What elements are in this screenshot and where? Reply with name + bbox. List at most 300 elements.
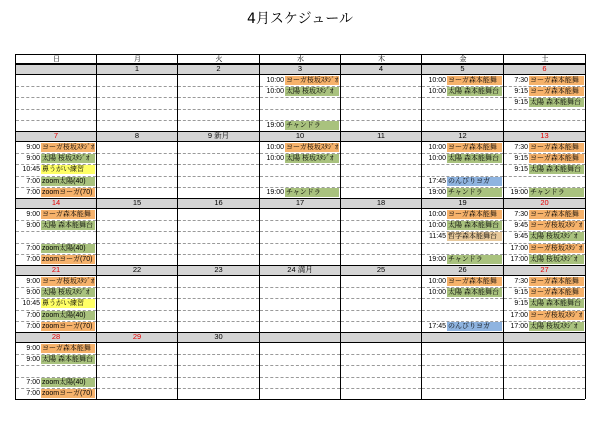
event-item[interactable] (16, 378, 95, 387)
slot-divider (178, 365, 259, 366)
event-time: 10:00 (266, 144, 284, 151)
day-number: 7 (15, 131, 96, 142)
event-item[interactable] (16, 154, 95, 163)
slot-divider (341, 120, 421, 121)
event-time: 10:00 (428, 289, 446, 297)
event-item[interactable] (16, 165, 95, 174)
day-number: 15 (96, 198, 177, 209)
slot-divider (178, 310, 259, 311)
event-name: zoomヨーガ(70) (41, 389, 95, 398)
event-time: 7:30 (514, 77, 528, 84)
event-item[interactable] (504, 87, 584, 96)
event-item[interactable] (504, 244, 584, 253)
slot-divider (178, 120, 259, 121)
event-name: のんびりヨガ (447, 322, 502, 331)
day-number: 26 (421, 265, 503, 276)
event-item[interactable] (16, 177, 95, 186)
event-time: 7:30 (514, 211, 528, 218)
grid-hline (15, 198, 585, 199)
event-time: 7:30 (514, 144, 528, 151)
slot-divider (178, 97, 259, 98)
event-name: 太陽 森本能舞台 (529, 98, 584, 107)
event-item[interactable] (260, 154, 339, 163)
slot-divider (341, 164, 421, 165)
event-name: zoomヨーガ(70) (41, 188, 95, 197)
event-time: 10:45 (22, 300, 40, 308)
event-time: 9:00 (26, 345, 40, 352)
event-time: 11:45 (429, 233, 446, 241)
event-time: 9:15 (514, 166, 528, 174)
slot-divider (341, 97, 421, 98)
slot-divider (260, 298, 340, 299)
event-item[interactable] (504, 255, 584, 264)
event-item[interactable] (16, 288, 95, 297)
slot-divider (178, 298, 259, 299)
event-name: 太陽 桜坂ｽﾀｼﾞｵ (41, 288, 95, 297)
event-time: 9:45 (514, 233, 528, 241)
slot-divider (422, 388, 503, 389)
event-item[interactable] (16, 344, 95, 353)
event-name: ヨーガ桜坂ｽﾀｼﾞｵ (530, 244, 583, 252)
event-item[interactable] (504, 277, 584, 286)
slot-divider (260, 287, 340, 288)
event-name: 太陽 桜坂ｽﾀｼﾞｵ (529, 232, 584, 241)
weekday-header: 月 (96, 54, 178, 64)
slot-divider (341, 287, 421, 288)
event-name: ヨーガ桜坂ｽﾀｼﾞｵ (42, 278, 95, 285)
event-item[interactable] (422, 288, 502, 297)
event-item[interactable] (422, 154, 502, 163)
event-item[interactable] (260, 76, 339, 85)
event-item[interactable] (422, 188, 502, 197)
slot-divider (97, 164, 177, 165)
event-time: 9:15 (514, 300, 528, 308)
event-item[interactable] (16, 221, 95, 230)
grid-vline (503, 54, 504, 399)
slot-divider (97, 321, 177, 322)
day-number: 6 (503, 64, 585, 75)
event-name: ヨーガ森本能舞 (529, 76, 584, 85)
event-item[interactable] (422, 277, 502, 286)
slot-divider (422, 365, 503, 366)
event-item[interactable] (16, 277, 95, 286)
event-time: 17:00 (510, 311, 528, 319)
day-number: 10 (259, 131, 340, 142)
event-item[interactable] (504, 98, 584, 107)
event-item[interactable] (422, 255, 502, 264)
event-time: 9:45 (514, 222, 528, 230)
event-time: 9:00 (26, 222, 40, 230)
event-item[interactable] (504, 322, 584, 331)
event-name: 太陽 森本能舞台 (447, 87, 502, 96)
day-number: 13 (503, 131, 585, 142)
day-number: 18 (340, 198, 421, 209)
event-item[interactable] (16, 299, 95, 308)
event-name: zoom太陽(40) (41, 378, 95, 387)
event-name: ヨーガ桜坂ｽﾀｼﾞｵ (286, 77, 339, 84)
slot-divider (97, 120, 177, 121)
slot-divider (260, 310, 340, 311)
slot-divider (97, 243, 177, 244)
slot-divider (341, 377, 421, 378)
event-item[interactable] (422, 232, 502, 241)
event-name: 太陽 森本能舞台 (41, 355, 95, 364)
event-time: 19:00 (266, 188, 284, 196)
event-item[interactable] (422, 177, 502, 186)
day-number: 24 満月 (259, 265, 340, 276)
day-number: 22 (96, 265, 177, 276)
slot-divider (422, 377, 503, 378)
slot-divider (16, 86, 96, 87)
slot-divider (341, 187, 421, 188)
slot-divider (260, 220, 340, 221)
event-item[interactable] (422, 87, 502, 96)
slot-divider (178, 254, 259, 255)
slot-divider (97, 310, 177, 311)
weekday-header: 木 (340, 54, 422, 64)
slot-divider (422, 310, 503, 311)
event-name: チャンドラ (447, 255, 502, 264)
event-item[interactable] (16, 389, 95, 398)
event-time: 17:45 (428, 322, 446, 330)
slot-divider (341, 243, 421, 244)
event-item[interactable] (504, 76, 584, 85)
event-time: 10:00 (428, 278, 446, 285)
event-name: 太陽 森本能舞台 (447, 221, 502, 230)
event-item[interactable] (504, 232, 584, 241)
event-item[interactable] (16, 143, 95, 152)
slot-divider (260, 164, 340, 165)
event-name: zoom太陽(40) (41, 244, 95, 253)
day-number: 9 新月 (177, 131, 259, 142)
slot-divider (178, 176, 259, 177)
slot-divider (504, 109, 585, 110)
event-name: zoom太陽(40) (41, 311, 95, 320)
weekday-header: 土 (503, 54, 586, 64)
slot-divider (178, 243, 259, 244)
event-name: ヨーガ桜坂ｽﾀｼﾞｵ (286, 144, 339, 151)
slot-divider (97, 86, 177, 87)
day-number: 17 (259, 198, 340, 209)
slot-divider (178, 377, 259, 378)
day-number: 8 (96, 131, 177, 142)
slot-divider (178, 287, 259, 288)
day-number: 25 (340, 265, 421, 276)
event-name: ヨーガ桜坂ｽﾀｼﾞｵ (530, 222, 583, 230)
event-time: 10:00 (266, 77, 284, 84)
event-time: 17:00 (510, 244, 528, 252)
grid-hline (15, 64, 585, 65)
slot-divider (341, 321, 421, 322)
day-number: 12 (421, 131, 503, 142)
event-item[interactable] (260, 188, 339, 197)
slot-divider (341, 365, 421, 366)
slot-divider (341, 220, 421, 221)
event-name: 太陽 桜坂ｽﾀｼﾞｵ (285, 154, 339, 163)
grid-vline (15, 54, 16, 399)
slot-divider (341, 298, 421, 299)
slot-divider (97, 254, 177, 255)
event-name: チャンドラ (285, 188, 339, 197)
event-time: 9:00 (26, 289, 40, 297)
grid-vline (340, 54, 341, 399)
slot-divider (16, 231, 96, 232)
slot-divider (97, 97, 177, 98)
event-time: 10:00 (428, 222, 446, 230)
slot-divider (260, 254, 340, 255)
event-time: 7:00 (26, 255, 40, 263)
event-time: 10:00 (266, 155, 284, 163)
day-number: 23 (177, 265, 259, 276)
slot-divider (422, 354, 503, 355)
event-time: 19:00 (428, 255, 446, 263)
slot-divider (504, 176, 585, 177)
slot-divider (260, 231, 340, 232)
slot-divider (260, 354, 340, 355)
slot-divider (178, 109, 259, 110)
event-item[interactable] (422, 76, 502, 85)
grid-hline (15, 399, 585, 400)
event-name: チャンドラ (529, 188, 584, 197)
grid-vline (177, 54, 178, 399)
day-number (15, 64, 96, 75)
slot-divider (97, 287, 177, 288)
event-time: 10:00 (428, 155, 446, 163)
event-time: 17:45 (428, 177, 446, 185)
event-name: zoom太陽(40) (41, 177, 95, 186)
event-name: ヨーガ森本能舞 (529, 210, 584, 219)
slot-divider (260, 97, 340, 98)
event-name: のんびりヨガ (447, 177, 502, 186)
event-time: 17:00 (510, 322, 528, 330)
slot-divider (97, 109, 177, 110)
event-name: 太陽 桜坂ｽﾀｼﾞｵ (285, 87, 339, 96)
slot-divider (97, 354, 177, 355)
event-name: ヨーガ森本能舞 (529, 288, 584, 297)
event-name: 太陽 桜坂ｽﾀｼﾞｵ (41, 154, 95, 163)
event-name: ヨーガ森本能舞 (529, 277, 584, 286)
weekday-header: 水 (259, 54, 341, 64)
slot-divider (16, 97, 96, 98)
event-name: チャンドラ (285, 121, 339, 130)
grid-vline (96, 54, 97, 399)
event-time: 19:00 (428, 188, 446, 196)
event-time: 10:00 (428, 144, 446, 151)
slot-divider (504, 365, 585, 366)
event-item[interactable] (16, 255, 95, 264)
event-time: 9:00 (26, 155, 40, 163)
event-name: 太陽 森本能舞台 (529, 299, 584, 308)
event-item[interactable] (422, 322, 502, 331)
event-time: 7:00 (26, 322, 40, 330)
event-name: 太陽 森本能舞台 (529, 165, 584, 174)
event-name: 鼻うがい練習 (41, 165, 95, 174)
slot-divider (341, 153, 421, 154)
slot-divider (97, 388, 177, 389)
slot-divider (341, 86, 421, 87)
day-number (421, 332, 503, 343)
event-time: 9:15 (514, 99, 528, 107)
slot-divider (422, 109, 503, 110)
event-name: ヨーガ森本能舞 (447, 210, 502, 219)
slot-divider (97, 365, 177, 366)
event-time: 10:45 (22, 166, 40, 174)
day-number: 30 (177, 332, 259, 343)
slot-divider (260, 321, 340, 322)
grid-hline (15, 131, 585, 132)
slot-divider (178, 164, 259, 165)
day-number (340, 332, 421, 343)
event-time: 19:00 (266, 121, 284, 129)
event-item[interactable] (422, 210, 502, 219)
slot-divider (97, 298, 177, 299)
event-time: 9:00 (26, 356, 40, 364)
slot-divider (16, 120, 96, 121)
slot-divider (178, 231, 259, 232)
event-item[interactable] (504, 143, 584, 152)
event-time: 9:00 (26, 211, 40, 218)
weekday-header: 日 (15, 54, 97, 64)
grid-hline (15, 265, 585, 266)
day-number: 1 (96, 64, 177, 75)
day-number: 5 (421, 64, 503, 75)
event-name: ヨーガ桜坂ｽﾀｼﾞｵ (42, 144, 95, 151)
day-number (503, 332, 585, 343)
slot-divider (178, 153, 259, 154)
slot-divider (97, 220, 177, 221)
event-item[interactable] (16, 188, 95, 197)
event-item[interactable] (16, 355, 95, 364)
slot-divider (97, 377, 177, 378)
slot-divider (341, 310, 421, 311)
event-time: 7:00 (26, 389, 40, 397)
event-item[interactable] (260, 143, 339, 152)
day-number: 11 (340, 131, 421, 142)
event-name: ヨーガ森本能舞 (529, 154, 584, 163)
slot-divider (178, 321, 259, 322)
day-number: 28 (15, 332, 96, 343)
event-name: チャンドラ (447, 188, 502, 197)
event-item[interactable] (422, 221, 502, 230)
weekday-header: 火 (177, 54, 260, 64)
event-item[interactable] (504, 210, 584, 219)
slot-divider (97, 176, 177, 177)
grid-hline (15, 332, 585, 333)
event-item[interactable] (504, 154, 584, 163)
event-time: 9:15 (514, 88, 528, 96)
event-name: 太陽 森本能舞台 (447, 154, 502, 163)
event-name: 太陽 桜坂ｽﾀｼﾞｵ (529, 322, 584, 331)
day-number: 20 (503, 198, 585, 209)
day-number: 2 (177, 64, 259, 75)
event-item[interactable] (504, 221, 584, 230)
event-name: ヨーガ森本能舞 (447, 76, 502, 85)
event-item[interactable] (16, 244, 95, 253)
slot-divider (16, 109, 96, 110)
event-name: ヨーガ森本能舞 (41, 344, 95, 353)
event-item[interactable] (504, 311, 584, 320)
slot-divider (16, 365, 96, 366)
event-name: zoomヨーガ(70) (41, 322, 95, 331)
day-number: 21 (15, 265, 96, 276)
slot-divider (260, 109, 340, 110)
event-time: 9:15 (514, 155, 528, 163)
day-number (259, 332, 340, 343)
event-item[interactable] (260, 87, 339, 96)
event-time: 10:00 (266, 88, 284, 96)
event-time: 9:15 (514, 289, 528, 297)
day-number: 29 (96, 332, 177, 343)
slot-divider (422, 298, 503, 299)
event-name: ヨーガ桜坂ｽﾀｼﾞｵ (530, 311, 583, 319)
event-item[interactable] (504, 288, 584, 297)
slot-divider (178, 86, 259, 87)
event-time: 9:00 (26, 278, 40, 285)
slot-divider (260, 388, 340, 389)
event-time: 10:00 (428, 88, 446, 96)
event-time: 7:30 (514, 278, 528, 285)
event-time: 7:00 (26, 188, 40, 196)
slot-divider (422, 120, 503, 121)
event-time: 7:00 (26, 311, 40, 319)
event-name: 哲学森本能舞台 (447, 232, 502, 241)
slot-divider (422, 164, 503, 165)
event-name: ヨーガ森本能舞 (447, 277, 502, 286)
slot-divider (341, 231, 421, 232)
slot-divider (504, 388, 585, 389)
event-time: 10:00 (428, 211, 446, 218)
event-time: 7:00 (26, 177, 40, 185)
event-item[interactable] (16, 210, 95, 219)
slot-divider (341, 388, 421, 389)
event-time: 19:00 (510, 188, 528, 196)
event-item[interactable] (504, 299, 584, 308)
event-name: 太陽 森本能舞台 (41, 221, 95, 230)
slot-divider (260, 365, 340, 366)
slot-divider (504, 377, 585, 378)
slot-divider (97, 187, 177, 188)
event-time: 9:00 (26, 144, 40, 151)
day-number: 3 (259, 64, 340, 75)
event-name: 鼻うがい練習 (41, 299, 95, 308)
event-time: 10:00 (428, 77, 446, 84)
grid-vline (259, 54, 260, 399)
event-item[interactable] (504, 165, 584, 174)
slot-divider (504, 354, 585, 355)
weekday-header: 金 (421, 54, 504, 64)
event-name: 太陽 森本能舞台 (447, 288, 502, 297)
slot-divider (341, 354, 421, 355)
event-time: 7:00 (26, 378, 40, 386)
event-name: ヨーガ森本能舞 (529, 143, 584, 152)
day-number: 19 (421, 198, 503, 209)
slot-divider (260, 243, 340, 244)
event-item[interactable] (422, 143, 502, 152)
event-item[interactable] (16, 322, 95, 331)
event-time: 17:00 (510, 255, 528, 263)
event-item[interactable] (260, 121, 339, 130)
slot-divider (422, 97, 503, 98)
slot-divider (178, 220, 259, 221)
slot-divider (422, 243, 503, 244)
slot-divider (260, 377, 340, 378)
event-item[interactable] (16, 311, 95, 320)
day-number: 14 (15, 198, 96, 209)
event-item[interactable] (504, 188, 584, 197)
event-time: 7:00 (26, 244, 40, 252)
slot-divider (97, 153, 177, 154)
day-number: 4 (340, 64, 421, 75)
